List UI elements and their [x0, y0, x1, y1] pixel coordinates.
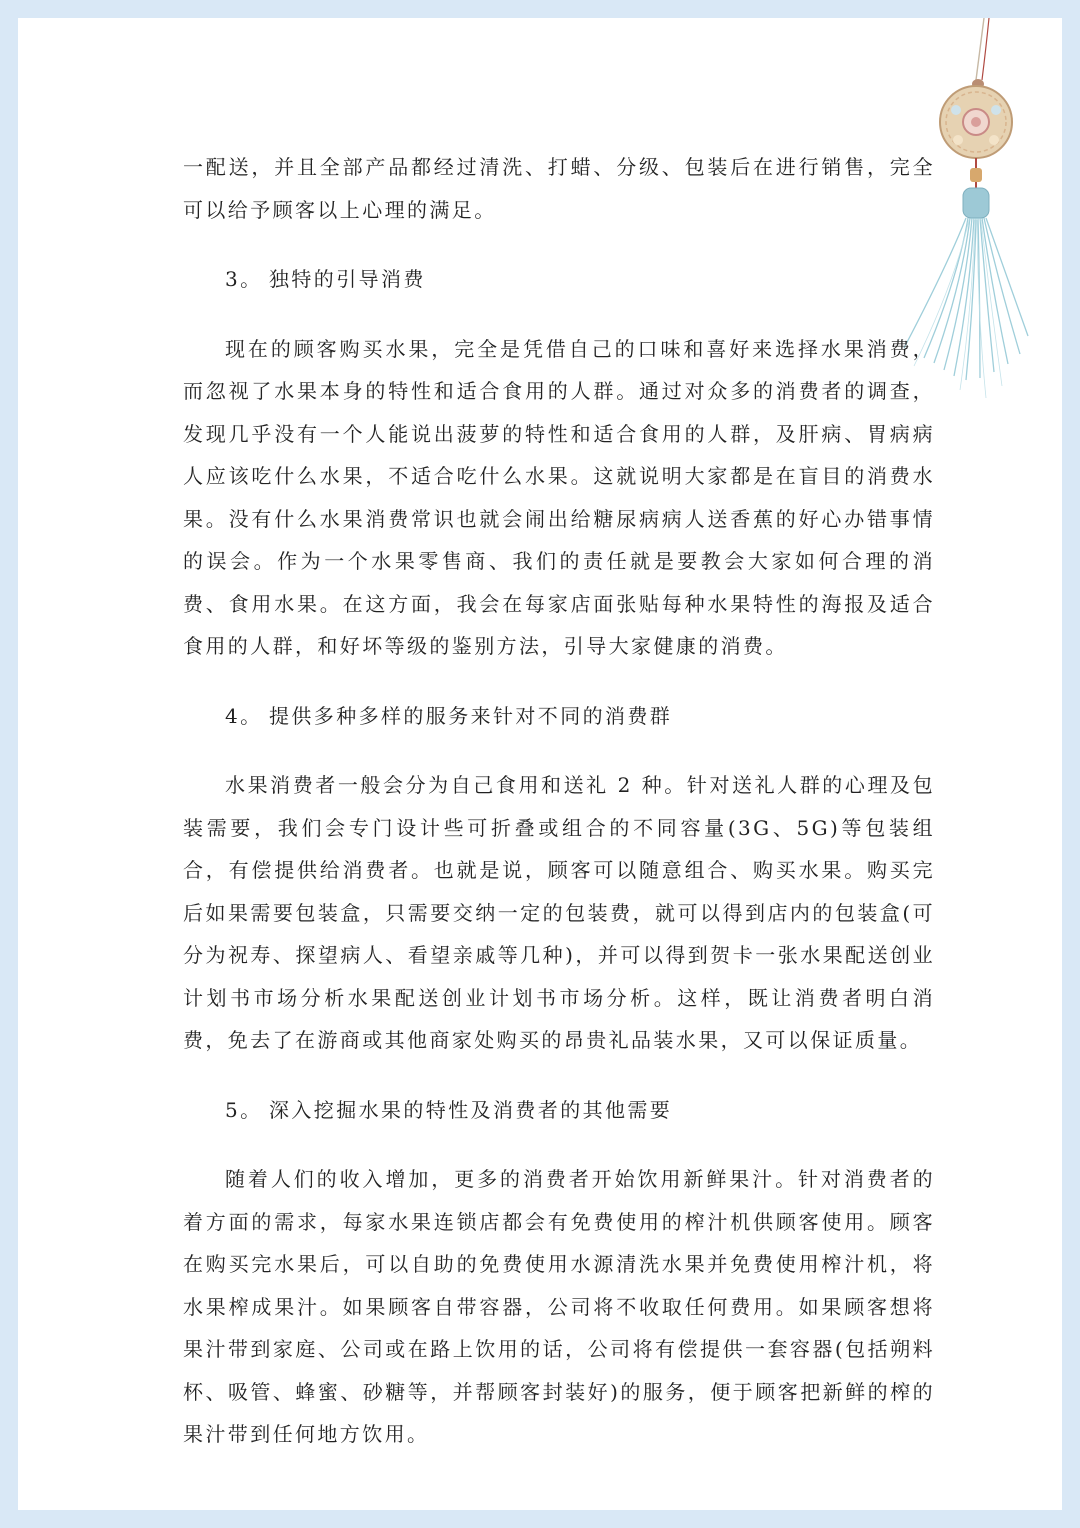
section-body-4: 水果消费者一般会分为自己食用和送礼 2 种。针对送礼人群的心理及包装需要，我们会专门设计些可折叠或组合的不同容量(3G、5G)等包装组合，有偿提供给消费者。也就是说，顾客可以随意组合、购买水果。购买完后如果需要包装盒，只需要交纳一定的包装费，就可以得到店内的包装盒(可分为祝寿、探望病人、看望亲戚等几种)，并可以得到贺卡一张水果配送创业计划书市场分析水果配送创业计划书市场分析。这样，既让消费者明白消费，免去了在游商或其他商家处购买的昂贵礼品装水果，又可以保证质量。 — [183, 773, 935, 1052]
section-heading-3 — [183, 258, 935, 301]
section-heading-5 — [183, 1089, 935, 1132]
intro-paragraph: 一配送，并且全部产品都经过清洗、打蜡、分级、包装后在进行销售，完全可以给予顾客以上心理的满足。 — [183, 155, 935, 222]
section-body-5: 随着人们的收入增加，更多的消费者开始饮用新鲜果汁。针对消费者的着方面的需求，每家水果连锁店都会有免费使用的榨汁机供顾客使用。顾客在购买完水果后，可以自助的免费使用水源清洗水果并免费使用榨汁机，将水果榨成果汁。如果顾客自带容器，公司将不收取任何费用。如果顾客想将果汁带到家庭、公司或在路上饮用的话，公司将有偿提供一套容器(包括朔料杯、吸管、蜂蜜、砂糖等，并帮顾客封装好)的服务，便于顾客把新鲜的榨的果汁带到任何地方饮用。 — [183, 1167, 935, 1446]
section-body-3: 现在的顾客购买水果，完全是凭借自己的口味和喜好来选择水果消费，而忽视了水果本身的特性和适合食用的人群。通过对众多的消费者的调查，发现几乎没有一个人能说出菠萝的特性和适合食用的人群，及肝病、胃病病人应该吃什么水果，不适合吃什么水果。这就说明大家都是在盲目的消费水果。没有什么水果消费常识也就会闹出给糖尿病病人送香蕉的好心办错事情的误会。作为一个水果零售商、我们的责任就是要教会大家如何合理的消费、食用水果。在这方面，我会在每家店面张贴每种水果特性的海报及适合食用的人群，和好坏等级的鉴别方法，引导大家健康的消费。 — [183, 336, 935, 658]
document-body — [183, 146, 935, 1456]
section-number-5: 5。 — [225, 1097, 263, 1122]
section-number-4: 4。 — [225, 703, 263, 728]
section-title-3: 独特的引导消费 — [269, 267, 426, 291]
section-heading-4 — [183, 695, 935, 738]
section-title-5: 深入挖掘水果的特性及消费者的其他需要 — [269, 1097, 673, 1122]
document-page — [18, 18, 1062, 1510]
section-number-3: 3。 — [225, 267, 263, 291]
section-title-4: 提供多种多样的服务来针对不同的消费群 — [269, 703, 673, 728]
